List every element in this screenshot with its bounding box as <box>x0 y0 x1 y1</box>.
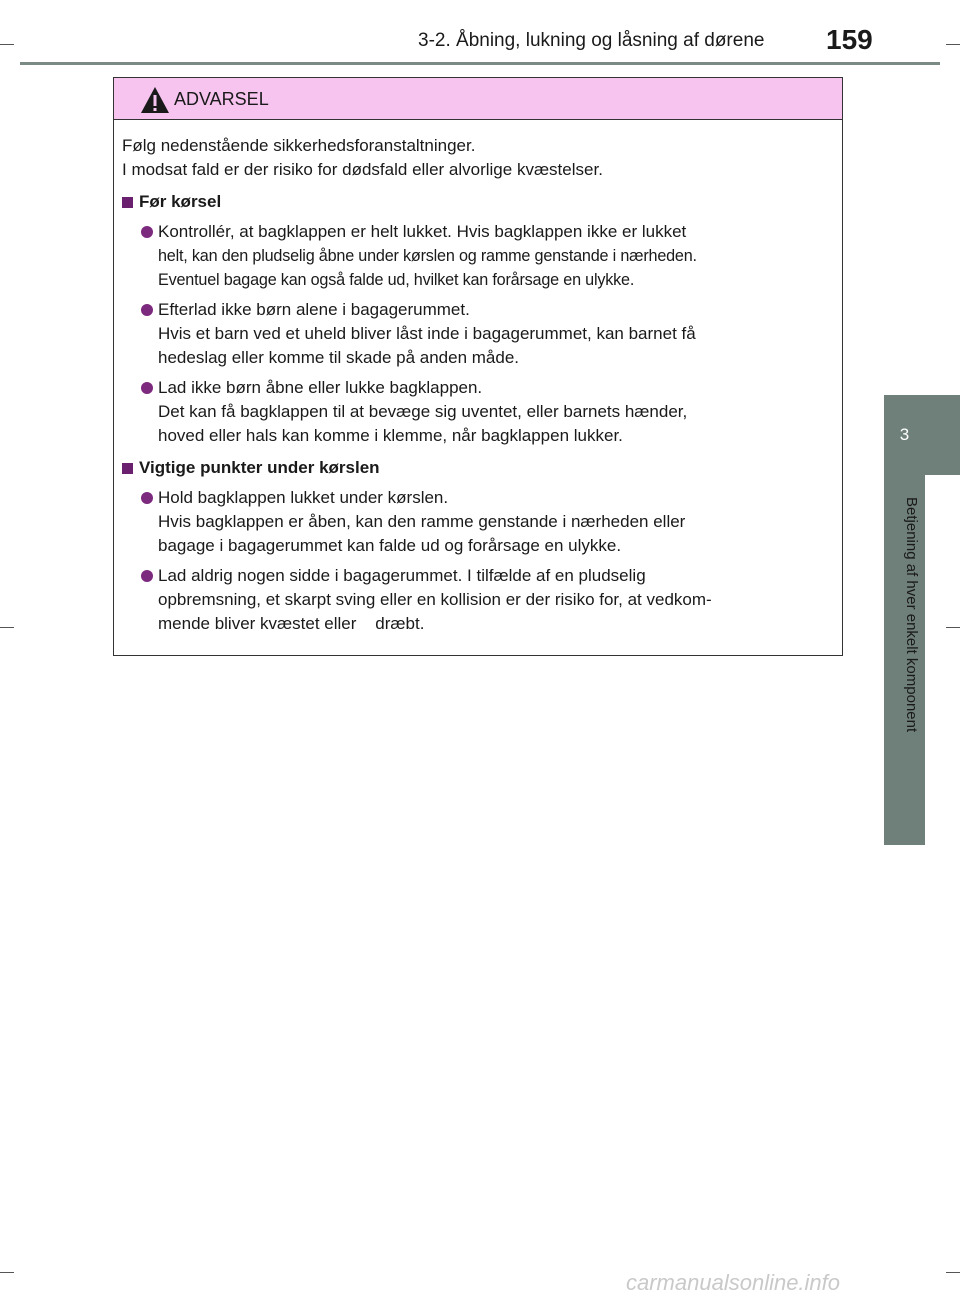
list-item-line: Hold bagklappen lukket under kørslen. <box>158 488 449 507</box>
section-heading-text: Vigtige punkter under kørslen <box>139 458 380 477</box>
list-item-line: Hvis bagklappen er åben, kan den ramme genstande i nærheden eller <box>158 512 686 531</box>
warning-triangle-icon <box>140 86 170 114</box>
bullet-dot-icon <box>141 304 153 316</box>
square-bullet-icon <box>122 463 133 474</box>
list-item-line: Eventuel bagage kan også falde ud, hvilket kan forårsage en ulykke. <box>158 271 635 289</box>
list-item-line: bagage i bagagerummet kan falde ud og forårsage en ulykke. <box>158 536 622 555</box>
crop-mark <box>0 1272 14 1273</box>
section-heading-text: Før kørsel <box>139 192 222 211</box>
intro-line: I modsat fald er der risiko for dødsfald eller alvorlige kvæstelser. <box>122 160 603 179</box>
chapter-label: Betjening af hver enkelt komponent <box>903 497 920 733</box>
list-item <box>122 298 836 370</box>
warning-box <box>113 77 843 656</box>
list-item-line: opbremsning, et skarpt sving eller en kollision er der risiko for, at vedkom- <box>158 590 712 609</box>
list-item-line: Hvis et barn ved et uheld bliver låst inde i bagagerummet, kan barnet få <box>158 324 696 343</box>
list-item <box>122 564 836 636</box>
section-heading <box>122 456 836 480</box>
list-item <box>122 220 836 292</box>
list-item-line: Lad ikke børn åbne eller lukke bagklappen. <box>158 378 483 397</box>
list-item-line: Kontrollér, at bagklappen er helt lukket. Hvis bagklappen ikke er lukket <box>158 222 687 241</box>
section-title: 3-2. Åbning, lukning og låsning af dørene <box>418 30 765 51</box>
list-item-line: hoved eller hals kan komme i klemme, når bagklappen lukker. <box>158 426 623 445</box>
bullet-dot-icon <box>141 382 153 394</box>
section-heading <box>122 190 836 214</box>
list-item-line: Efterlad ikke børn alene i bagagerummet. <box>158 300 470 319</box>
header-rule <box>20 62 940 65</box>
list-item <box>122 376 836 448</box>
list-item-line: helt, kan den pludselig åbne under kørslen og ramme genstande i nærheden. <box>158 247 697 265</box>
crop-mark <box>946 627 960 628</box>
square-bullet-icon <box>122 197 133 208</box>
list-item-line: Lad aldrig nogen sidde i bagagerummet. I tilfælde af en pludselig <box>158 566 646 585</box>
crop-mark <box>946 1272 960 1273</box>
list-item-line: hedeslag eller komme til skade på anden måde. <box>158 348 519 367</box>
watermark: carmanualsonline.info <box>626 1270 841 1295</box>
bullet-dot-icon <box>141 570 153 582</box>
warning-header <box>114 78 842 120</box>
bullet-dot-icon <box>141 492 153 504</box>
page-number: 159 <box>826 24 873 55</box>
page-header <box>0 0 960 64</box>
list-item-line: Det kan få bagklappen til at bevæge sig uventet, eller barnets hænder, <box>158 402 688 421</box>
chapter-number: 3 <box>899 425 910 444</box>
warning-body <box>122 134 836 636</box>
list-item-line: mende bliver kvæstet eller dræbt. <box>158 614 425 633</box>
chapter-tab <box>884 395 960 475</box>
intro-line: Følg nedenstående sikkerhedsforanstaltninger. <box>122 136 476 155</box>
crop-mark <box>0 627 14 628</box>
warning-title: ADVARSEL <box>174 89 269 109</box>
list-item <box>122 486 836 558</box>
bullet-dot-icon <box>141 226 153 238</box>
